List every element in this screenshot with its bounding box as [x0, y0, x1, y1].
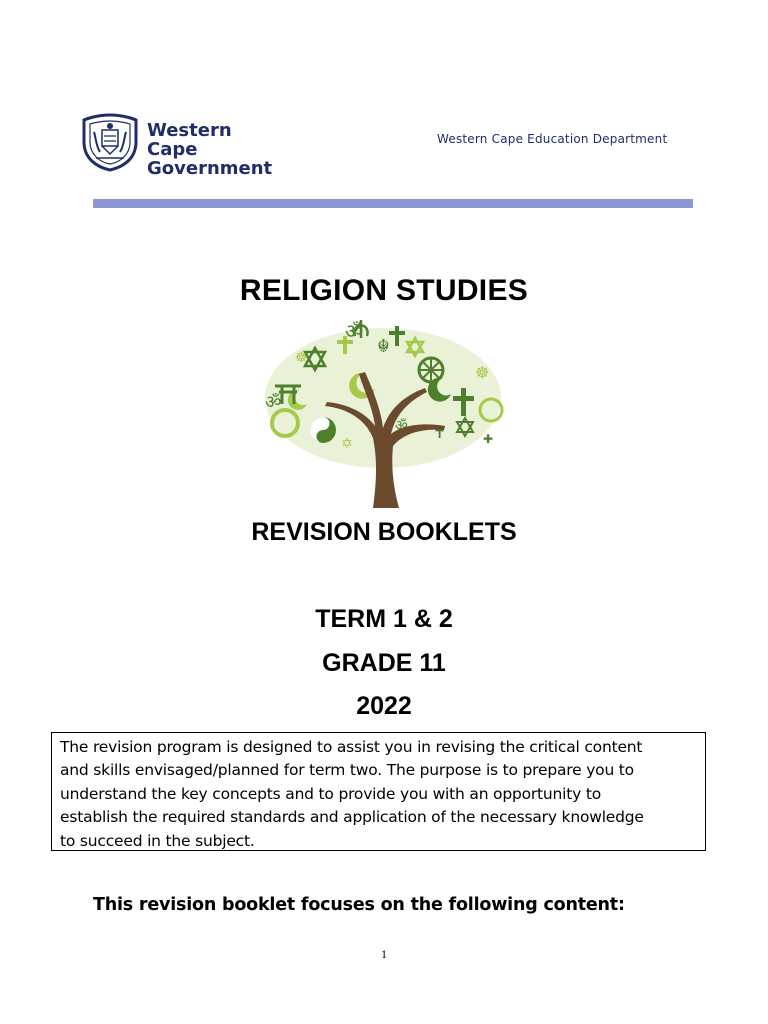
religions-tree-illustration [255, 318, 511, 510]
svg-text:✝: ✝ [433, 423, 447, 442]
svg-text:☬: ☬ [377, 336, 390, 357]
grade-label: GRADE 11 [322, 649, 446, 677]
header-divider [93, 199, 693, 208]
svg-text:☸: ☸ [475, 363, 490, 382]
svg-text:ॐ: ॐ [345, 319, 364, 343]
svg-text:✚: ✚ [483, 432, 494, 446]
logo-line-2: Government [147, 158, 273, 179]
term-label: TERM 1 & 2 [315, 605, 453, 633]
year-label: 2022 [356, 692, 412, 720]
document-subtitle: REVISION BOOKLETS [251, 518, 517, 546]
page-number: 1 [381, 947, 387, 961]
coat-of-arms-seal-icon [80, 112, 140, 172]
focus-heading: This revision booklet focuses on the following content: [93, 895, 625, 915]
department-name: Western Cape Education Department [437, 132, 668, 146]
western-cape-government-logo [80, 112, 285, 179]
intro-text-box: The revision program is designed to assist you in revising the critical content and skills envisaged/planned for term two. The purpose is to prepare you to understand the key concepts and to provide you with an opportunity to establish the required standards and application of the necessary knowledge to succeed in the subject. [51, 732, 706, 851]
svg-text:✡: ✡ [341, 436, 353, 452]
svg-text:ॐ: ॐ [395, 418, 408, 434]
svg-text:ॐ: ॐ [265, 392, 282, 413]
logo-wordmark [147, 121, 285, 178]
document-title: RELIGION STUDIES [239, 274, 529, 307]
logo-line-1: Western Cape [147, 120, 232, 160]
svg-text:☸: ☸ [295, 350, 308, 366]
